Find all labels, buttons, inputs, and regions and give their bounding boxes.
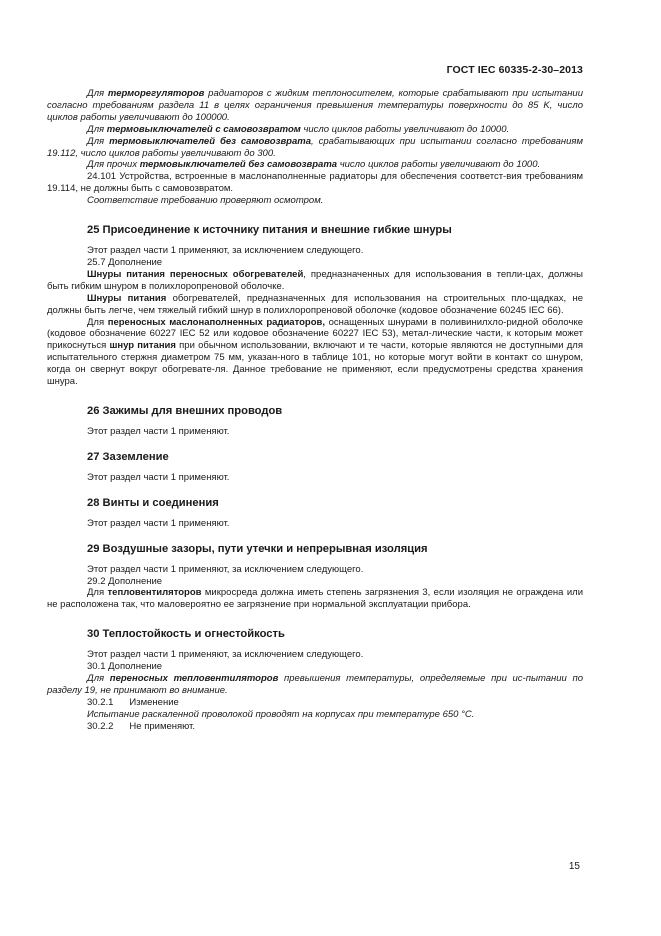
paragraph-thermoregulators: Для терморегуляторов радиаторов с жидким теплоносителем, которые срабатывают при испытании согласно требованиям раздела 11 в целях ограничения превышения температуры поверхности до 85 K, число циклов работы увеличивают до 100000. <box>47 88 583 123</box>
paragraph-greenhouse-cords: Шнуры питания переносных обогревателей, предназначенных для использования в тепли-цах, должны быть гибким шнуром в полихлоропреновой оболочке. <box>47 268 583 292</box>
clause-30-2-2: 30.2.2 Не применяют. <box>87 720 195 732</box>
paragraph-non-self-resetting-cutouts: Для термовыключателей без самовозврата, срабатывающих при испытании согласно требованиям 19.112, число циклов работы увеличивают до 300. <box>47 135 584 159</box>
section-28-text: Этот раздел части 1 применяют. <box>87 517 230 529</box>
paragraph-other-cutouts: Для прочих термовыключателей без самовозврата число циклов работы увеличивают до 1000. <box>87 159 541 171</box>
compliance-check: Соответствие требованию проверяют осмотром. <box>87 195 324 207</box>
section-29-intro: Этот раздел части 1 применяют, за исключением следующего. <box>87 563 364 575</box>
clause-25-7: 25.7 Дополнение <box>87 256 163 268</box>
clause-30-2-1: 30.2.1 Изменение <box>87 696 179 708</box>
section-27-text: Этот раздел части 1 применяют. <box>87 471 230 483</box>
section-26-heading: 26 Зажимы для внешних проводов <box>87 404 283 417</box>
clause-30-1: 30.1 Дополнение <box>87 661 163 673</box>
paragraph-portable-fan-heaters: Для переносных тепловентиляторов превышения температуры, определяемые при ис-пытании по разделу 19, не принимают во внимание. <box>47 673 583 696</box>
section-30-heading: 30 Теплостойкость и огнестойкость <box>87 628 285 641</box>
standard-designation: ГОСТ IEC 60335-2-30–2013 <box>446 64 583 76</box>
section-30-intro: Этот раздел части 1 применяют, за исключением следующего. <box>87 649 364 661</box>
clause-24-101: 24.101 Устройства, встроенные в маслонаполненные радиаторы для обеспечения соответст-вия требованиям 19.114, не должны быть с самовозвратом. <box>47 171 583 195</box>
glow-wire-test: Испытание раскаленной проволокой проводят на корпусах при температуре 650 °C. <box>87 708 475 720</box>
paragraph-oil-filled-radiators: Для переносных маслонаполненных радиаторов, оснащенных шнурами в поливинилхло-ридной оболочке (кодовое обозначение 60227 IEC 52 или кодовое обозначение 60227 IEC 53), метал-лические части, к которым может прикоснуться шнур питания при обычном использовании, включают и те части, которые являются не доступными для испытательного стержня диаметром 75 мм, указан-ного в таблице 101, но которые могут войти в контакт со шнуром, когда он свернут вокруг обогревате-ля. Данное требование не применяют, если предусмотрены средства хранения шнура. <box>47 316 583 388</box>
paragraph-self-resetting-cutouts: Для термовыключателей с самовозвратом число циклов работы увеличивают до 10000. <box>87 123 510 135</box>
section-28-heading: 28 Винты и соединения <box>87 496 219 509</box>
paragraph-construction-site-cords: Шнуры питания обогревателей, предназначенных для использования на строительных пло-щадках, не должны быть легче, чем тяжелый гибкий шнур в полихлоропреновой оболочке (кодовое обозначение 60245 IEC 66). <box>47 292 583 316</box>
paragraph-fan-heaters-pollution: Для тепловентиляторов микросреда должна иметь степень загрязнения 3, если изоляция не ограждена или не расположена так, что маловероятно ее загрязнение при нормальной эксплуатации прибора. <box>47 587 583 611</box>
section-27-heading: 27 Заземление <box>87 450 169 463</box>
section-25-heading: 25 Присоединение к источнику питания и внешние гибкие шнуры <box>87 224 452 237</box>
page-content <box>47 88 583 733</box>
section-26-text: Этот раздел части 1 применяют. <box>87 425 230 437</box>
section-25-intro: Этот раздел части 1 применяют, за исключением следующего. <box>87 245 364 257</box>
section-29-heading: 29 Воздушные зазоры, пути утечки и непрерывная изоляция <box>87 542 428 555</box>
clause-29-2: 29.2 Дополнение <box>87 575 163 587</box>
page-number: 15 <box>568 861 580 872</box>
